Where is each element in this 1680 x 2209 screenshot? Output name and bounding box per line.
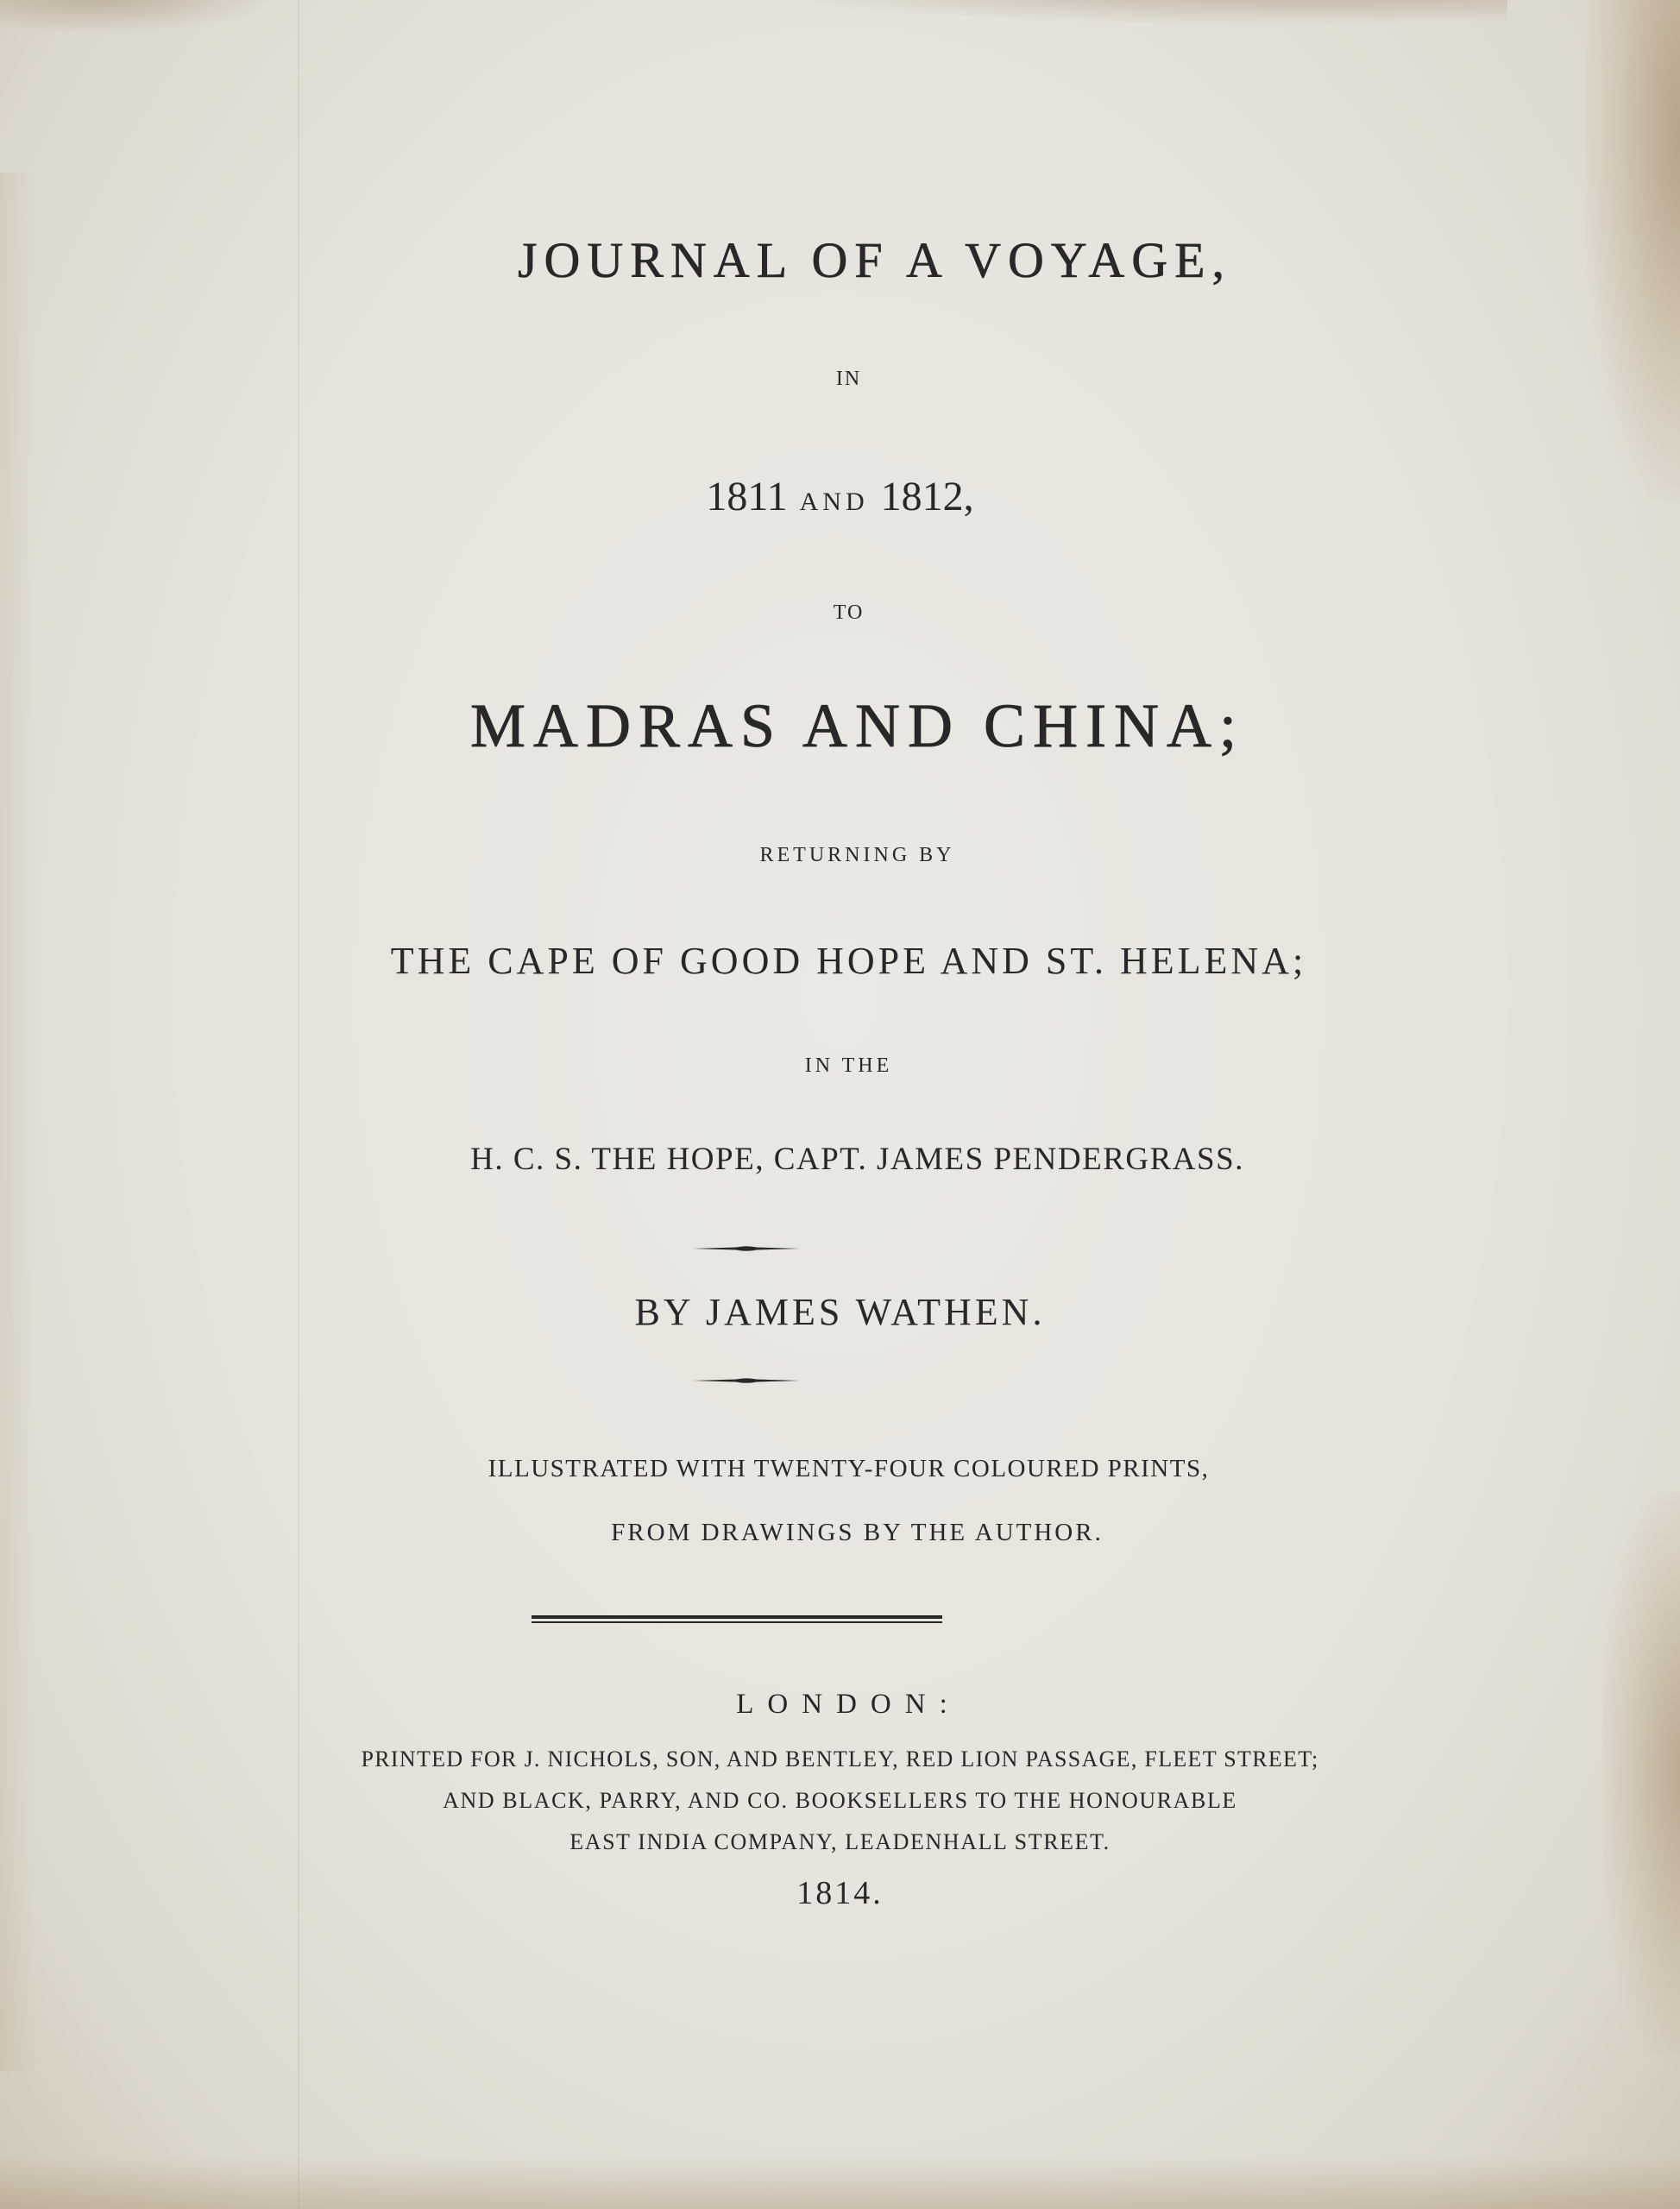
author-line: BY JAMES WATHEN. bbox=[634, 1291, 1046, 1333]
destination-heading: MADRAS AND CHINA; bbox=[469, 691, 1245, 760]
ornamental-rule-bottom bbox=[693, 1375, 800, 1387]
double-rule bbox=[532, 1614, 942, 1626]
imprint-line-1: PRINTED FOR J. NICHOLS, SON, AND BENTLEY, RED LION PASSAGE, FLEET STREET; bbox=[361, 1746, 1319, 1772]
year-end: 1812, bbox=[880, 474, 974, 519]
age-stain-bottom-edge bbox=[0, 2157, 1680, 2209]
age-stain-bottom-right bbox=[1602, 1493, 1680, 2054]
publication-city: LONDON: bbox=[736, 1689, 961, 1720]
age-stain-left bbox=[0, 173, 35, 2071]
return-route: THE CAPE OF GOOD HOPE AND ST. HELENA; bbox=[390, 940, 1307, 982]
illustration-note-2: FROM DRAWINGS BY THE AUTHOR. bbox=[611, 1519, 1104, 1546]
age-stain-top-left bbox=[0, 0, 276, 35]
imprint-line-3: EAST INDIA COMPANY, LEADENHALL STREET. bbox=[569, 1829, 1111, 1854]
publication-year: 1814. bbox=[796, 1875, 884, 1911]
in-the-label: IN THE bbox=[804, 1054, 893, 1077]
illustration-note-1: ILLUSTRATED WITH TWENTY-FOUR COLOURED PRINTS, bbox=[488, 1455, 1210, 1482]
year-start: 1811 bbox=[706, 474, 788, 519]
age-stain-top-edge bbox=[731, 0, 1507, 26]
and-label: AND bbox=[799, 488, 869, 516]
returning-by-label: RETURNING BY bbox=[759, 844, 955, 866]
in-label: IN bbox=[835, 368, 862, 390]
voyage-years bbox=[0, 473, 1680, 520]
ornamental-rule-top bbox=[693, 1243, 800, 1255]
imprint-line-2: AND BLACK, PARRY, AND CO. BOOKSELLERS TO THE HONOURABLE bbox=[443, 1788, 1237, 1813]
to-label: TO bbox=[833, 601, 865, 624]
book-title: JOURNAL OF A VOYAGE, bbox=[517, 232, 1232, 288]
ship-name: H. C. S. THE HOPE, CAPT. JAMES PENDERGRASS. bbox=[470, 1142, 1244, 1177]
